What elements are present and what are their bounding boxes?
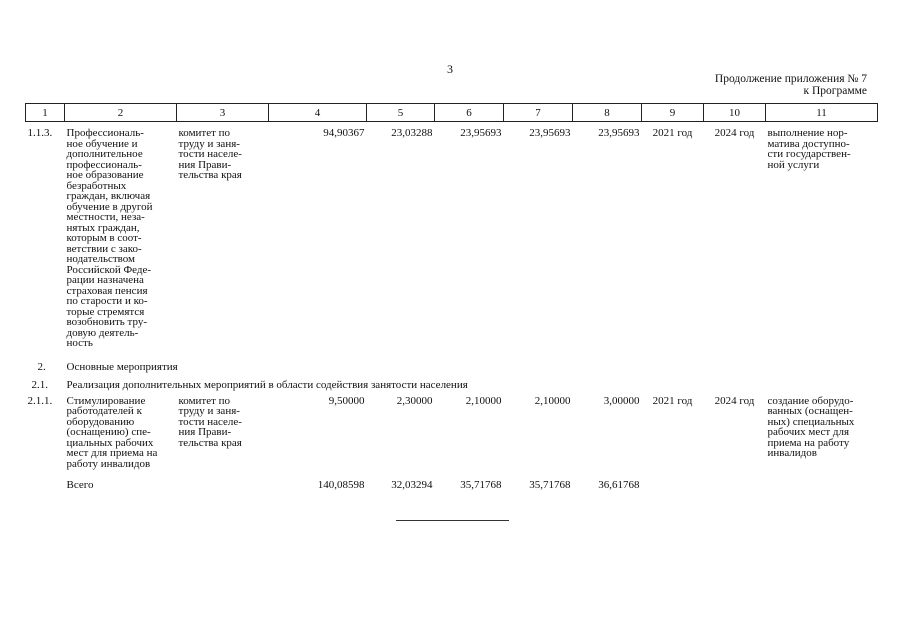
year-2022-value: 35,71768 <box>460 478 502 491</box>
start-year: 2021 год <box>652 394 693 407</box>
footer-divider <box>396 520 509 521</box>
year-2022-value: 2,10000 <box>465 394 502 407</box>
year-2021-value: 32,03294 <box>391 478 433 491</box>
total-label: Всего <box>66 478 94 491</box>
year-2023-value: 23,95693 <box>529 127 571 139</box>
row-code: 1.1.3. <box>27 127 53 139</box>
column-number: 9 <box>642 104 704 122</box>
end-year: 2024 год <box>714 127 755 139</box>
total-value: 140,08598 <box>317 478 365 491</box>
year-2023-value: 35,71768 <box>529 478 571 491</box>
section-title: Основные мероприятия <box>66 360 178 373</box>
year-2021-value: 2,30000 <box>396 394 433 407</box>
subsection-title: Реализация дополнительных мероприятий в области содействия занятости населения <box>66 378 468 391</box>
measure-name: Стимулирование работодателей к оборудованию (оснащению) спе- циальных рабочих мест для приема на работу инвалидов <box>66 394 158 470</box>
total-value: 94,90367 <box>323 127 365 139</box>
column-number: 7 <box>504 104 573 122</box>
section-code: 2. <box>37 360 46 373</box>
total-value: 9,50000 <box>328 394 365 407</box>
end-year: 2024 год <box>714 394 755 407</box>
column-number: 10 <box>704 104 766 122</box>
year-2024-value: 23,95693 <box>598 127 640 139</box>
year-2024-value: 36,61768 <box>598 478 640 491</box>
column-number: 4 <box>269 104 367 122</box>
year-2023-value: 2,10000 <box>534 394 571 407</box>
appendix-note-line2: к Программе <box>803 85 867 97</box>
program-table <box>25 103 878 494</box>
measure-name: Профессиональ- ное обучение и дополнительное профессиональ- ное образование безработных граждан, включая обучение в другой местности, неза- нятых граждан, которым в соот- ветствии с зако- нодательством Российской Феде- рации назначена страховая пенсия по старости и ко- торые стремятся возобновить тру- довую деятель- ность <box>66 127 153 349</box>
column-number: 11 <box>766 104 878 122</box>
appendix-note-line1: Продолжение приложения № 7 <box>714 73 867 85</box>
subsection-code: 2.1. <box>31 378 48 391</box>
table-row <box>26 122 878 360</box>
expected-result: выполнение нор- матива доступно- сти государствен- ной услуги <box>767 127 851 171</box>
column-number: 6 <box>435 104 504 122</box>
section-row <box>26 360 878 378</box>
table-row <box>26 394 878 478</box>
subsection-row <box>26 378 878 394</box>
column-number: 3 <box>177 104 269 122</box>
start-year: 2021 год <box>652 127 693 139</box>
year-2022-value: 23,95693 <box>460 127 502 139</box>
executor: комитет по труду и заня- тости населе- ния Прави- тельства края <box>178 127 242 181</box>
column-number-row <box>26 104 878 122</box>
page-number: 3 <box>447 62 453 76</box>
executor: комитет по труду и заня- тости населе- ния Прави- тельства края <box>178 394 242 449</box>
year-2021-value: 23,03288 <box>391 127 433 139</box>
column-number: 1 <box>26 104 65 122</box>
column-number: 8 <box>573 104 642 122</box>
expected-result: создание оборудо- ванных (оснащен- ных) специальных рабочих мест для приема на работу инвалидов <box>767 394 855 459</box>
appendix-note <box>715 73 867 97</box>
row-code: 2.1.1. <box>27 394 53 407</box>
column-number: 2 <box>65 104 177 122</box>
total-row <box>26 478 878 494</box>
column-number: 5 <box>367 104 435 122</box>
year-2024-value: 3,00000 <box>603 394 640 407</box>
